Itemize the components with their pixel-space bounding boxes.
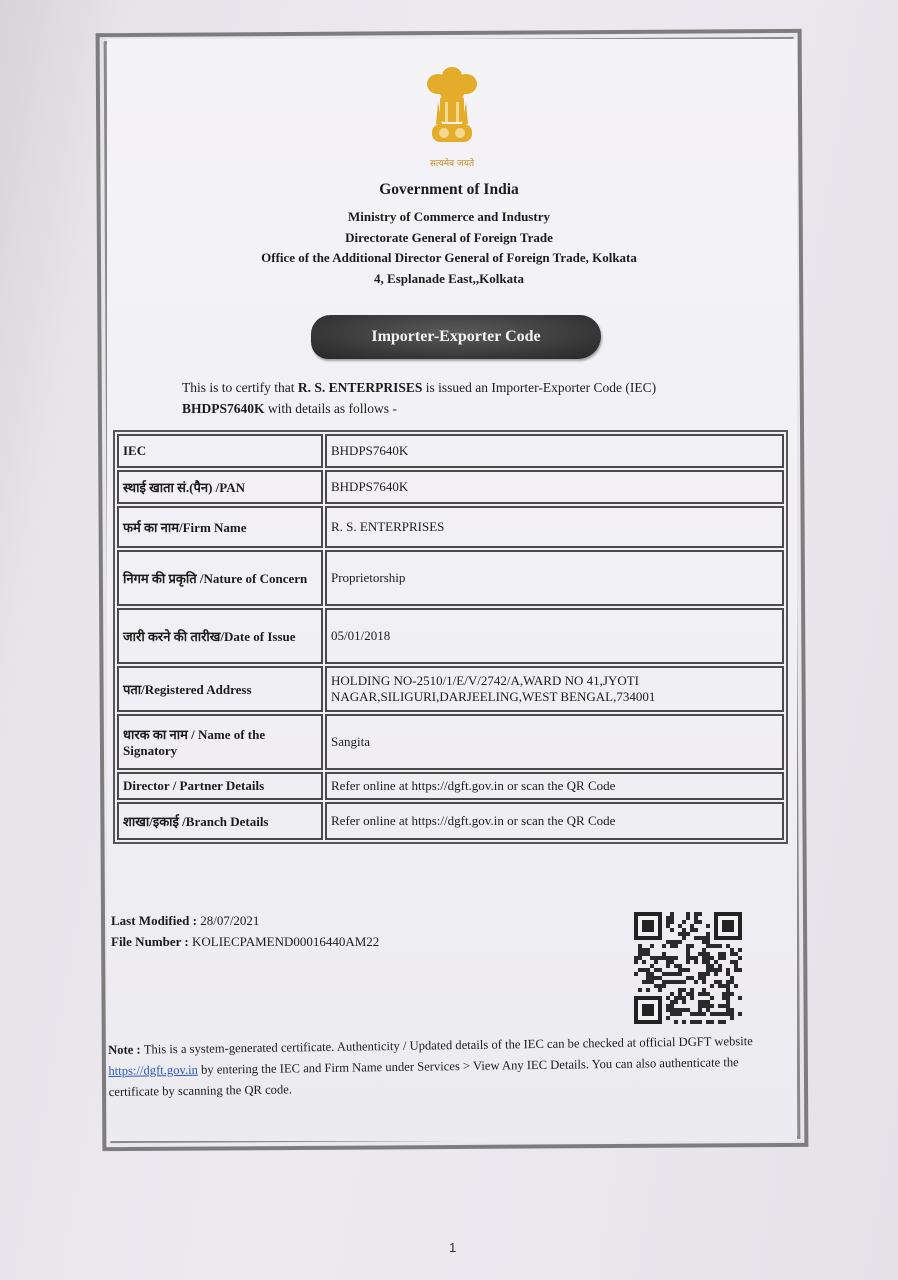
government-title: Government of India [379,181,519,198]
cert-code: BHDPS7640K [182,401,265,416]
detail-label: जारी करने की तारीख/Date of Issue [117,608,323,664]
file-number-value: KOLIECPAMEND00016440AM22 [192,934,380,949]
detail-label: पता/Registered Address [117,666,323,712]
table-row [117,470,784,504]
note-text-2: by entering the IEC and Firm Name under Services > View Any IEC Details. You can also authenticate the certificate by scanning the QR code. [108,1055,739,1099]
cert-middle: is issued an Importer-Exporter Code (IEC) [422,380,657,395]
table-row [117,772,784,800]
detail-value: Sangita [325,714,784,770]
detail-value: R. S. ENTERPRISES [325,506,784,548]
file-number [111,931,379,952]
cert-suffix: with details as follows - [264,401,397,416]
office-address: 4, Esplanade East,,Kolkata [374,271,524,286]
detail-label: फर्म का नाम/Firm Name [117,506,323,548]
detail-value: HOLDING NO-2510/1/E/V/2742/A,WARD NO 41,JYOTI NAGAR,SILIGURI,DARJEELING,WEST BENGAL,734001 [325,666,784,712]
detail-value: BHDPS7640K [325,434,784,468]
details-table [113,430,788,844]
table-row [117,802,784,840]
qr-code-icon[interactable] [634,912,742,1024]
directorate-title: Directorate General of Foreign Trade [345,230,553,245]
detail-label: धारक का नाम / Name of the Signatory [117,714,323,770]
last-modified [111,910,379,931]
table-row [117,434,784,468]
detail-label: शाखा/इकाई /Branch Details [117,802,323,840]
detail-value: 05/01/2018 [325,608,784,664]
detail-value: Refer online at https://dgft.gov.in or scan the QR Code [325,802,784,840]
cert-prefix: This is to certify that [182,380,298,395]
file-meta [111,910,379,952]
table-row [117,714,784,770]
detail-value: Refer online at https://dgft.gov.in or scan the QR Code [325,772,784,800]
certificate-title: Importer-Exporter Code [371,328,541,345]
detail-label: निगम की प्रकृति /Nature of Concern [117,550,323,606]
cert-firm: R. S. ENTERPRISES [297,380,423,395]
table-row [117,608,784,664]
last-modified-label: Last Modified : [111,913,201,928]
certificate-title-badge [311,315,601,359]
table-row [117,550,784,606]
table-row [117,506,784,548]
page-number: 1 [449,1240,457,1255]
detail-label: स्थाई खाता सं.(पैन) /PAN [117,470,323,504]
detail-label: IEC [117,434,323,468]
note-text-1: This is a system-generated certificate. Authenticity / Updated details of the IEC can be checked at official DGFT website [143,1033,753,1057]
table-row [117,666,784,712]
national-emblem-icon [418,62,486,172]
detail-value: Proprietorship [325,550,784,606]
ministry-title: Ministry of Commerce and Industry [348,209,550,224]
note-label: Note : [108,1042,144,1057]
office-title: Office of the Additional Director General of Foreign Trade, Kolkata [261,250,637,265]
note-text [108,1031,774,1103]
last-modified-value: 28/07/2021 [200,913,260,928]
emblem-motto: सत्यमेव जयते [429,159,475,169]
detail-label: Director / Partner Details [117,772,323,800]
dgft-website-link[interactable]: https://dgft.gov.in [108,1062,198,1078]
detail-value: BHDPS7640K [325,470,784,504]
certification-statement [182,377,742,419]
file-number-label: File Number : [111,934,192,949]
